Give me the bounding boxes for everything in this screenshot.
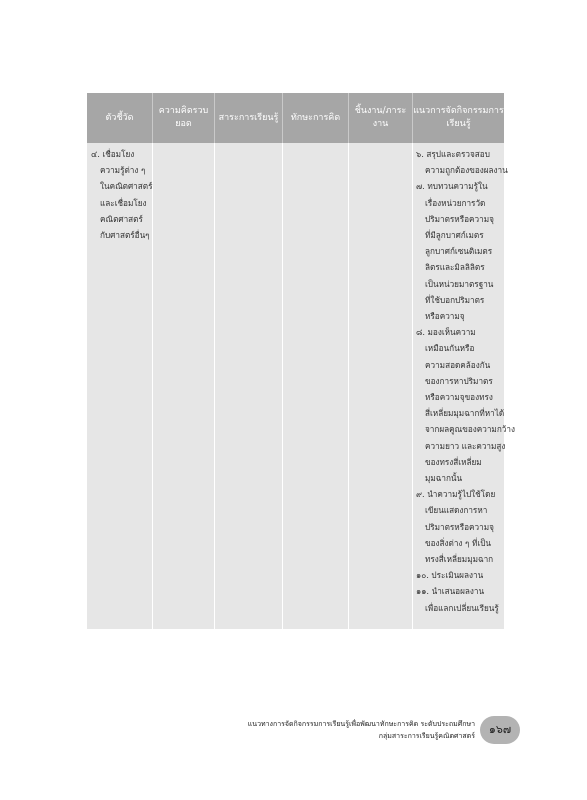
text-line: ความรู้ต่าง ๆ <box>100 165 146 176</box>
text-line: สี่เหลี่ยมมุมฉากที่หาได้ <box>425 408 505 419</box>
text-line: และเชื่อมโยง <box>100 197 147 208</box>
table-row <box>87 143 515 629</box>
text-line: ลูกบาศก์เซนติเมตร <box>425 246 493 257</box>
text-line: เหมือนกันหรือ <box>425 343 475 354</box>
header-indicator: ตัวชี้วัด <box>87 93 153 143</box>
cell-indicator <box>87 143 153 629</box>
text-line: ๖. สรุปและตรวจสอบ <box>416 149 490 159</box>
text-line: ทรงสี่เหลี่ยมมุมฉาก <box>425 554 494 565</box>
text-line: ความถูกต้องของผลงาน <box>425 165 508 176</box>
text-line: กับศาสตร์อื่นๆ <box>100 230 150 241</box>
text-line: ปริมาตรหรือความจุ <box>425 521 494 532</box>
header-task: ชิ้นงาน/ภาระงาน <box>349 93 413 143</box>
text-line: ความยาว และความสูง <box>425 440 506 451</box>
text-line: ลิตรและมิลลิลิตร <box>425 262 485 273</box>
text-line: ๑๐. ประเมินผลงาน <box>416 570 484 581</box>
header-content: สาระการเรียนรู้ <box>215 93 283 143</box>
cell-task <box>349 143 413 629</box>
cell-content <box>215 143 283 629</box>
footer-book-title: แนวทางการจัดกิจกรรมการเรียนรู้เพื่อพัฒนาทักษะการคิด ระดับประถมศึกษา <box>247 720 475 728</box>
header-activity: แนวการจัดกิจกรรมการเรียนรู้ <box>413 106 504 129</box>
cell-concept <box>153 143 215 629</box>
page-number-badge: ๑๖๗ <box>480 716 520 744</box>
page-footer <box>200 718 475 742</box>
text-line: ของทรงสี่เหลี่ยม <box>425 456 482 467</box>
text-line: ๙. นำความรู้ไปใช้โดย <box>416 489 496 500</box>
text-line: ปริมาตรหรือความจุ <box>425 213 494 224</box>
text-line: ความสอดคล้องกัน <box>425 359 491 370</box>
header-concept: ความคิดรวบยอด <box>153 93 215 143</box>
text-line: ของการหาปริมาตร <box>425 375 493 386</box>
curriculum-table <box>87 93 515 629</box>
text-line: ในคณิตศาสตร์ <box>100 181 153 192</box>
footer-subject: กลุ่มสาระการเรียนรู้คณิตศาสตร์ <box>378 732 475 740</box>
text-line: คณิตศาสตร์ <box>100 213 143 224</box>
text-line: เรื่องหน่วยการวัด <box>425 197 486 208</box>
text-line: ๔. เชื่อมโยง <box>91 149 135 159</box>
text-line: หรือความจุ <box>425 311 465 322</box>
text-line: เขียนแสดงการหา <box>425 505 488 516</box>
table-header-row <box>87 93 504 143</box>
header-thinking-skill: ทักษะการคิด <box>283 93 349 143</box>
text-line: ๗. ทบทวนความรู้ใน <box>416 181 488 192</box>
text-line: ๑๑. นำเสนอผลงาน <box>416 586 485 597</box>
cell-thinking-skill <box>283 143 349 629</box>
text-line: มุมฉากนั้น <box>425 473 463 484</box>
text-line: ของสิ่งต่าง ๆ ที่เป็น <box>425 537 492 548</box>
text-line: จากผลคูณของความกว้าง <box>425 424 515 435</box>
text-line: เป็นหน่วยมาตรฐาน <box>425 278 494 289</box>
text-line: หรือความจุของทรง <box>425 392 493 403</box>
text-line: ที่ใช้บอกปริมาตร <box>425 294 485 305</box>
text-line: ที่มีลูกบาศก์เมตร <box>425 230 484 241</box>
cell-activity <box>413 143 515 629</box>
text-line: เพื่อแลกเปลี่ยนเรียนรู้ <box>425 602 499 613</box>
text-line: ๘. มองเห็นความ <box>416 327 476 338</box>
